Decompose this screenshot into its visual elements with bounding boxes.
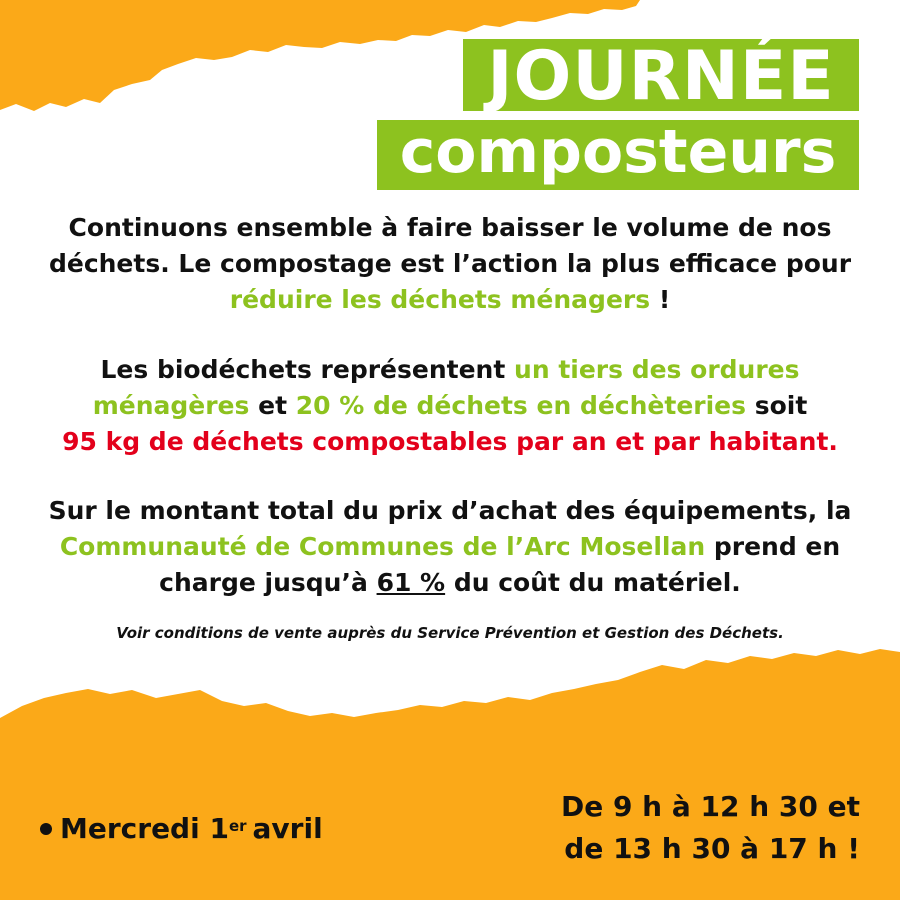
- paragraph2-highlight-2: 20 % de déchets en déchèteries: [295, 391, 747, 420]
- bullet-icon: [40, 823, 52, 835]
- paragraph1-text-2: !: [650, 285, 671, 314]
- paragraph-compostage: [30, 210, 870, 318]
- title-composteurs: composteurs: [377, 120, 859, 190]
- paragraph2-text-1: Les biodéchets représentent: [100, 355, 515, 384]
- event-date: [40, 812, 323, 845]
- event-hours: [561, 786, 860, 870]
- paragraph3-percentage: 61 %: [376, 568, 446, 597]
- paragraph2-highlight-3: 95 kg de déchets compostables par an et par habitant.: [62, 427, 838, 456]
- paragraph1-highlight: réduire les déchets ménagers: [229, 285, 651, 314]
- paragraph3-highlight: Communauté de Communes de l’Arc Mosellan: [59, 532, 706, 561]
- title-journee: JOURNÉE: [463, 39, 859, 111]
- paragraph2-text-3: soit: [746, 391, 808, 420]
- paragraph3-text-2: prend en charge jusqu’à: [159, 532, 841, 597]
- paragraph3-text-3: du coût du matériel.: [445, 568, 741, 597]
- event-date-ordinal: er: [228, 816, 247, 835]
- paragraph-biodechets: [30, 352, 870, 460]
- paragraph1-text-1: Continuons ensemble à faire baisser le volume de nos déchets. Le compostage est l’action la plus efficace pour: [48, 213, 852, 278]
- paragraph3-text-1: Sur le montant total du prix d’achat des équipements, la: [48, 496, 852, 525]
- event-date-prefix: Mercredi 1: [60, 812, 229, 845]
- event-date-month: avril: [252, 812, 323, 845]
- paragraph2-text-2: et: [249, 391, 296, 420]
- event-hours-line-1: De 9 h à 12 h 30 et: [560, 790, 860, 823]
- event-hours-line-2: de 13 h 30 à 17 h !: [564, 832, 860, 865]
- paragraph2-highlight-1: un tiers des ordures ménagères: [92, 355, 800, 420]
- paragraph-financement: [30, 493, 870, 601]
- conditions-note: Voir conditions de vente auprès du Service Prévention et Gestion des Déchets.: [116, 624, 784, 642]
